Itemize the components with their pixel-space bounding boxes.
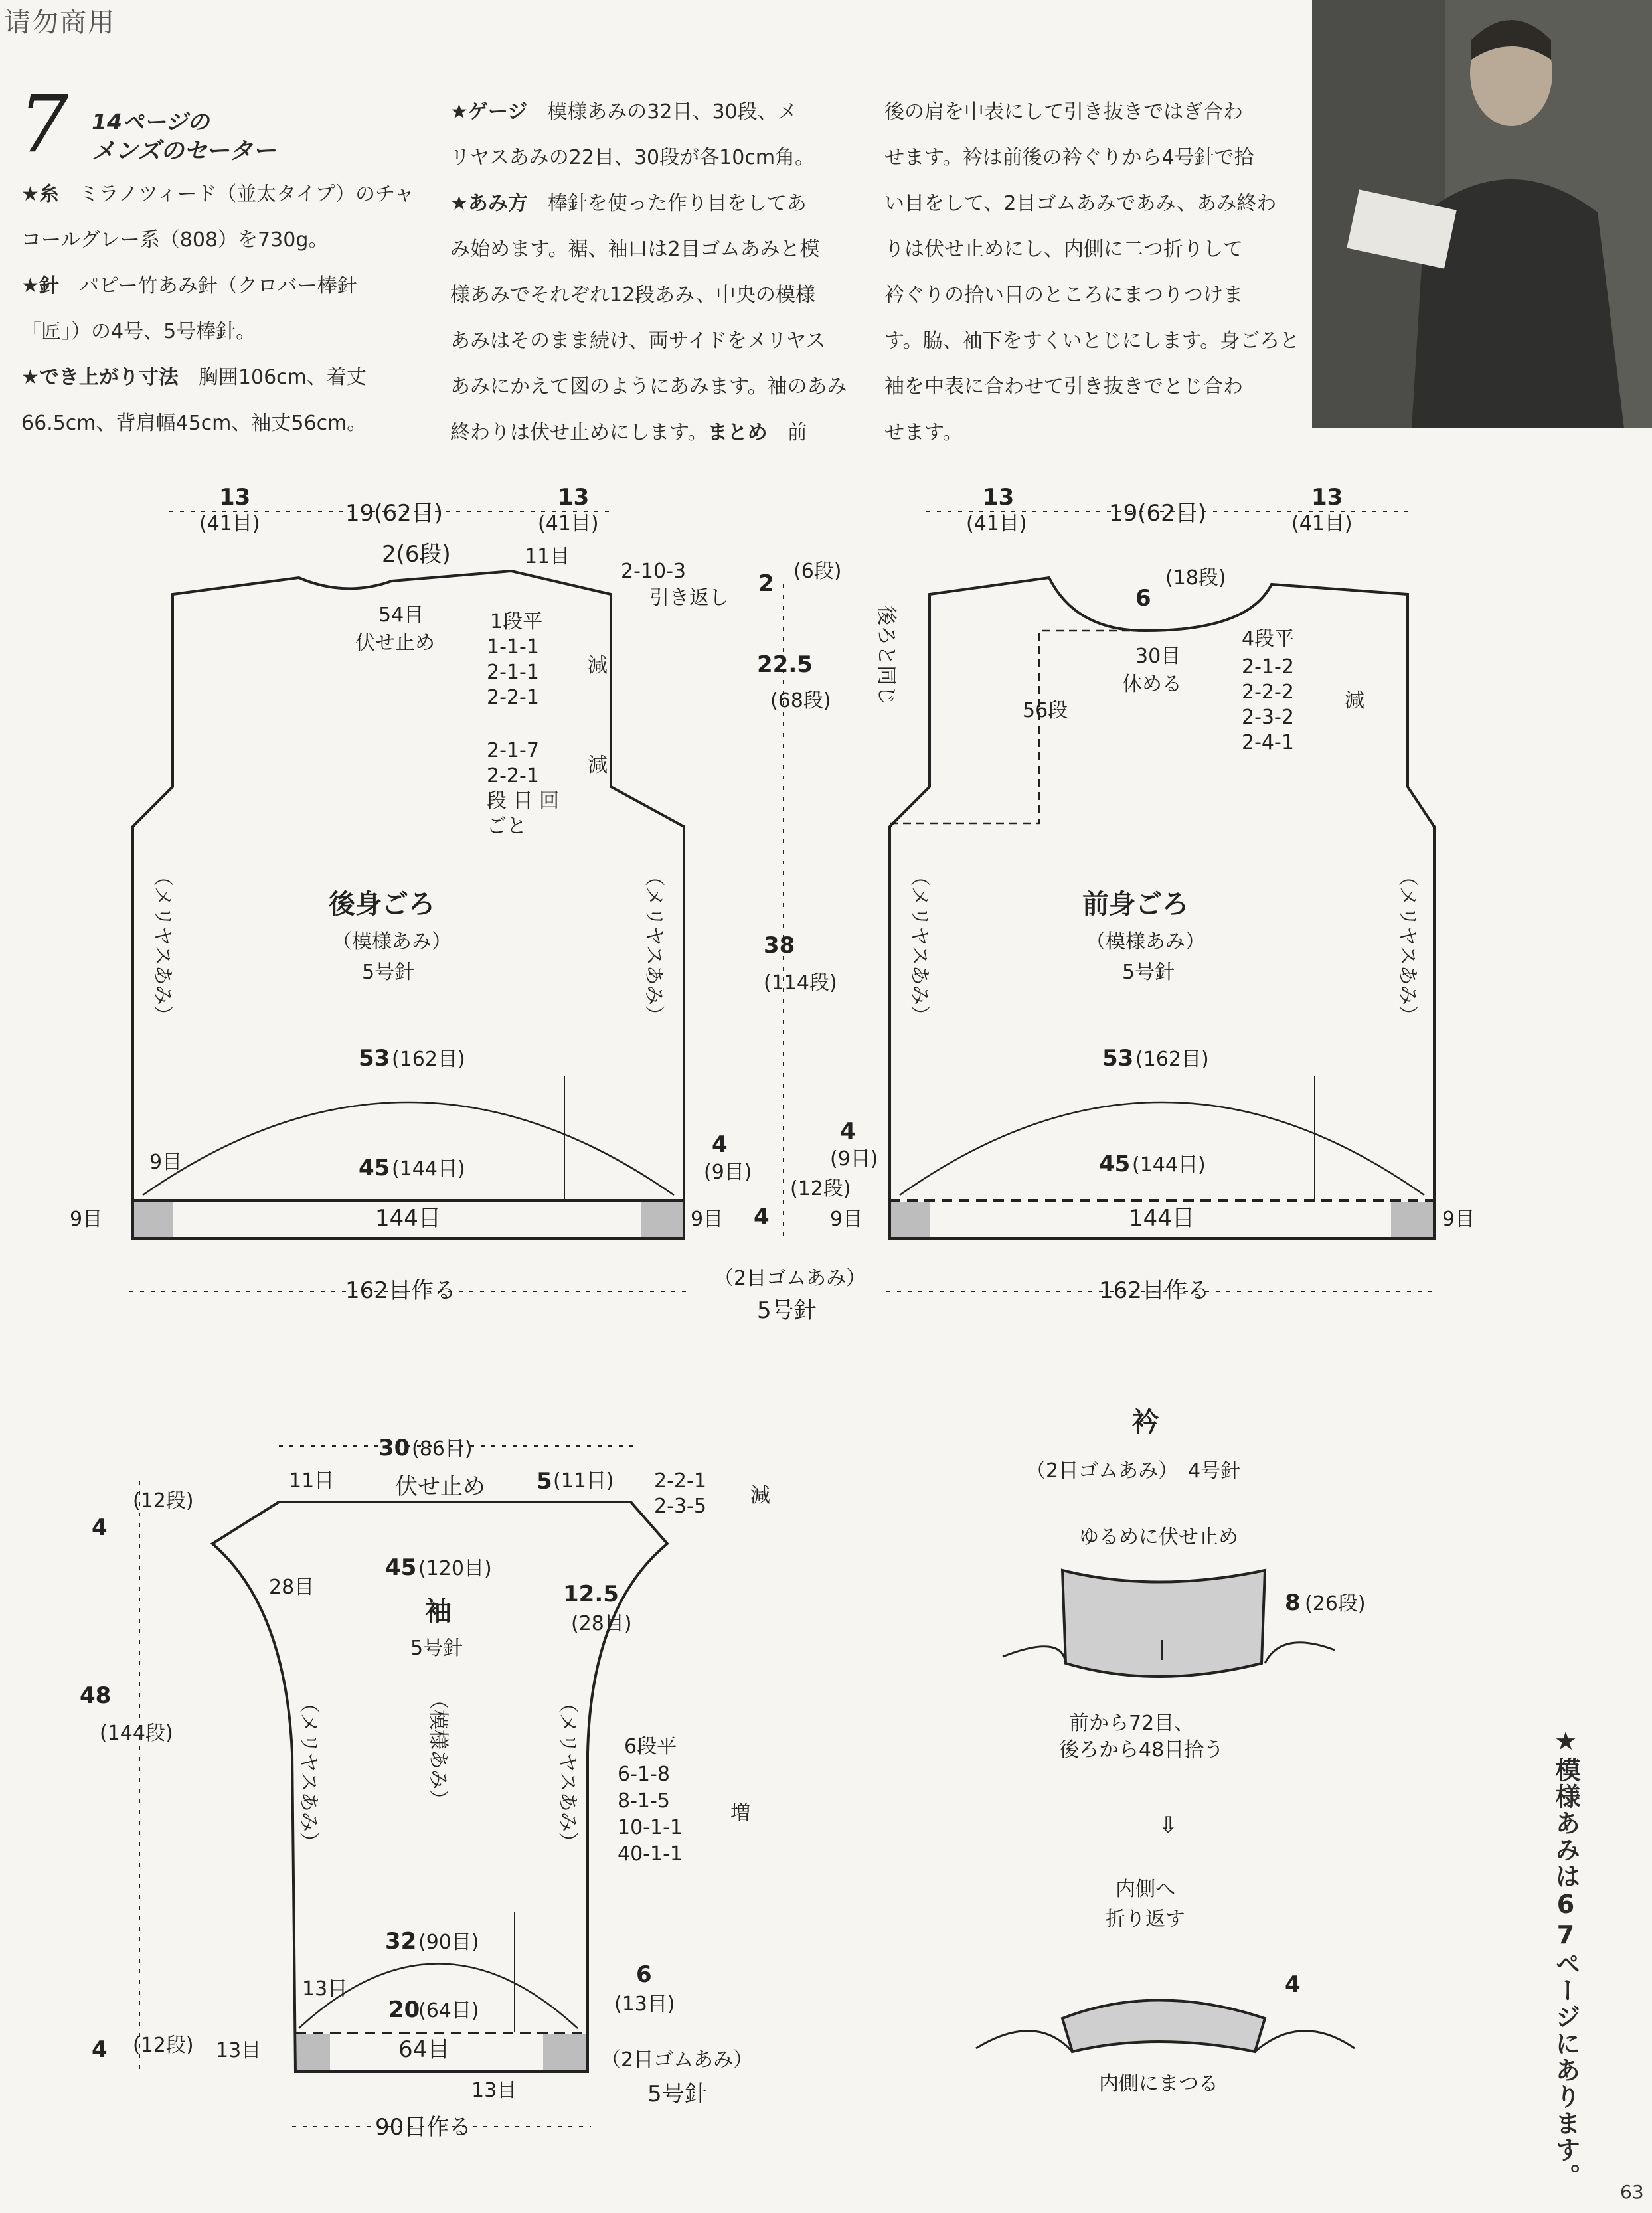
sleeve-r6-st: (13目) — [614, 1993, 675, 2016]
front-pattern: （模様あみ） — [1086, 930, 1205, 953]
front-same-as-back: 後ろと同じ — [874, 606, 898, 705]
sleeve-rib-needle: 5号針 — [647, 2081, 707, 2107]
text-line: せます。衿は前後の衿ぐりから4号針で拾 — [884, 146, 1254, 169]
sleeve-h3: 4 — [92, 2036, 108, 2063]
back-bind-count: 54目 — [378, 604, 424, 627]
back-right-w-st: (9目) — [704, 1161, 752, 1184]
sleeve-l13: 13目 — [302, 1977, 348, 2001]
back-dec1-0: 1段平 — [490, 610, 543, 633]
text-line: あみはそのまま続け、両サイドをメリヤス — [450, 329, 826, 353]
text-line: 衿ぐりの拾い目のところにまつりつけま — [884, 284, 1243, 307]
back-w1: 53 — [359, 1045, 390, 1072]
sleeve-inc-2: 8-1-5 — [618, 1789, 670, 1813]
back-w2: 45 — [359, 1155, 390, 1181]
front-hold: 30目 — [1135, 645, 1181, 668]
front-dec-0: 4段平 — [1242, 627, 1295, 651]
front-dec-3: 2-3-2 — [1242, 706, 1294, 729]
sleeve-top-right: 5 — [537, 1468, 552, 1495]
front-top-left: 13 — [983, 484, 1015, 511]
back-dec1-label: 減 — [588, 654, 608, 677]
back-rib-needle: 5号針 — [757, 1297, 817, 1324]
text-line: す。脇、袖下をすくいとじにします。身ごろと — [884, 329, 1300, 353]
front-w2: 45 — [1099, 1151, 1131, 1177]
back-top-right: 13 — [558, 484, 590, 511]
back-pattern: （模様あみ） — [332, 930, 452, 953]
sleeve-inc-3: 10-1-1 — [618, 1816, 683, 1839]
collar-sub: （2目ゴムあみ） 4号針 — [1026, 1459, 1241, 1483]
sleeve-rib: （2目ゴムあみ） — [601, 2048, 754, 2072]
back-top-left-st: (41目) — [199, 512, 260, 535]
text-line: ★でき上がり寸法 胸囲106cm、着丈 — [21, 366, 367, 389]
back-dec1-3: 2-2-1 — [487, 686, 539, 709]
back-dec2-label: 減 — [588, 754, 608, 777]
sleeve-w-mid: 45 — [385, 1554, 417, 1581]
sleeve-bottom-13: 13目 — [471, 2079, 517, 2102]
text-line: 様あみでそれぞれ12段あみ、中央の模様 — [450, 284, 815, 307]
back-w1-st: (162目) — [392, 1048, 465, 1071]
back-w2-st: (144目) — [392, 1157, 465, 1181]
sleeve-w32-st: (90目) — [418, 1931, 479, 1954]
sleeve-w20-st: (64目) — [418, 1999, 479, 2022]
sleeve-top-left: 11目 — [289, 1469, 335, 1493]
sleeve-r: 12.5 — [563, 1581, 619, 1607]
collar-fold-h: 4 — [1285, 1971, 1301, 1998]
front-neck-rows: (18段) — [1165, 566, 1226, 590]
text-line: ★糸 ミラノツィード（並太タイプ）のチャ — [21, 183, 415, 206]
text-line: コールグレー系（808）を730g。 — [21, 228, 329, 252]
front-dec-label: 減 — [1345, 689, 1364, 712]
front-neck-height: 56段 — [1023, 699, 1068, 722]
text-line: い目をして、2目ゴムあみであみ、あみ終わ — [884, 192, 1277, 215]
sleeve-r6: 6 — [636, 1961, 652, 1988]
sleeve-side-right: （メリヤスあみ） — [556, 1693, 579, 1852]
back-dec2-3: ごと — [487, 815, 527, 838]
sleeve-top-right-st: (11目) — [553, 1469, 614, 1493]
watermark-stamp: 请勿商用 — [4, 7, 116, 38]
back-side-right: （メリヤスあみ） — [642, 866, 665, 1025]
collar-diagram-top — [1062, 1570, 1265, 1677]
front-side-left: （メリヤスあみ） — [908, 866, 931, 1025]
sleeve-h2-rows: (144段) — [100, 1722, 173, 1745]
collar-loose: ゆるめに伏せ止め — [1079, 1526, 1238, 1549]
front-name: 前身ごろ — [1082, 889, 1189, 920]
back-h4: 4 — [754, 1204, 770, 1230]
back-top-left: 13 — [219, 484, 251, 511]
sleeve-h1: 4 — [92, 1515, 108, 1541]
front-top-mid: 19(62目) — [1109, 500, 1207, 527]
back-cast-on: 162目作る — [345, 1277, 456, 1304]
back-dec2-2: 段 目 回 — [487, 789, 560, 813]
back-dec2-0: 2-1-7 — [487, 739, 539, 762]
sleeve-w64: 64目 — [398, 2036, 450, 2063]
text-line: ★あみ方 棒針を使った作り目をしてあ — [450, 192, 807, 215]
collar-sew: 内側にまつる — [1099, 2072, 1218, 2095]
pattern-title: メンズのセーター — [92, 138, 276, 165]
front-left-w: 4 — [840, 1118, 856, 1145]
front-w1: 53 — [1102, 1045, 1134, 1072]
front-w2-st: (144目) — [1132, 1153, 1206, 1177]
sleeve-top-st: (86目) — [412, 1437, 473, 1461]
sleeve-inc-label: 増 — [730, 1801, 750, 1825]
sleeve-dec-label: 減 — [750, 1484, 770, 1507]
back-dec2-1: 2-2-1 — [487, 764, 539, 787]
sleeve-l13b: 13目 — [216, 2039, 262, 2062]
front-dec-4: 2-4-1 — [1242, 731, 1294, 754]
front-w3: 144目 — [1129, 1205, 1195, 1232]
text-line: りは伏せ止めにし、内側に二つ折りして — [884, 238, 1243, 261]
front-dec-2: 2-2-2 — [1242, 681, 1294, 704]
front-hold-label: 休める — [1122, 673, 1182, 696]
back-top-mid: 19(62目) — [345, 500, 444, 527]
back-right-w: 4 — [712, 1131, 728, 1158]
back-right-edge: 9目 — [691, 1208, 724, 1231]
back-w3: 144目 — [375, 1205, 441, 1232]
sleeve-w32: 32 — [385, 1928, 417, 1955]
front-neck-depth: 6 — [1135, 585, 1151, 612]
front-top-right-st: (41目) — [1291, 512, 1353, 535]
text-line: ★ゲージ 模様あみの32目、30段、メ — [450, 100, 797, 123]
page-reference: 14ページの — [92, 109, 210, 135]
back-rib: （2目ゴムあみ） — [714, 1267, 867, 1290]
back-h1: 2 — [758, 570, 774, 597]
text-line: 「匠」）の4号、5号棒針。 — [21, 320, 256, 343]
sleeve-top: 30 — [378, 1435, 410, 1461]
sleeve-w20: 20 — [388, 1997, 420, 2023]
collar-diagram-folded — [1062, 2001, 1265, 2052]
text-line: せます。 — [884, 421, 963, 444]
sleeve-dec-1: 2-3-5 — [654, 1495, 706, 1518]
back-neck-dec: 2(6段) — [382, 541, 451, 568]
collar-fold-1: 内側へ — [1115, 1878, 1175, 1901]
front-right-edge: 9目 — [1442, 1208, 1475, 1231]
sleeve-inc-4: 40-1-1 — [618, 1843, 683, 1866]
collar-title: 衿 — [1132, 1407, 1159, 1437]
sleeve-w-mid-st: (120目) — [418, 1557, 492, 1580]
back-edge-st-b: 9目 — [70, 1208, 103, 1231]
text-line: リヤスあみの22目、30段が各10cm角。 — [450, 146, 815, 169]
back-bind-label: 伏せ止め — [355, 631, 435, 655]
text-line: み始めます。裾、袖口は2目ゴムあみと模 — [450, 238, 820, 261]
front-side-right: （メリヤスあみ） — [1396, 866, 1419, 1025]
collar-pickup-1: 前から72目、 — [1069, 1712, 1195, 1735]
back-h4-rows: (12段) — [790, 1177, 851, 1200]
back-shoulder-st: 11目 — [525, 545, 570, 568]
front-dec-1: 2-1-2 — [1242, 655, 1294, 679]
pattern-reference-note: ★模様あみは67ページにあります。 — [1551, 1726, 1580, 2190]
back-h2-rows: (68段) — [770, 689, 831, 712]
front-needle: 5号針 — [1122, 961, 1175, 984]
front-left-w-st: (9目) — [830, 1147, 878, 1171]
text-line: 終わりは伏せ止めにします。まとめ 前 — [450, 421, 807, 444]
front-top-left-st: (41目) — [966, 512, 1027, 535]
back-h3: 38 — [764, 932, 795, 959]
text-line: ★針 パピー竹あみ針（クロバー棒針 — [21, 274, 357, 297]
sleeve-needle: 5号針 — [410, 1637, 463, 1660]
back-dec1-1: 1-1-1 — [487, 635, 539, 659]
back-dec1-2: 2-1-1 — [487, 661, 539, 684]
back-top-right-st: (41目) — [538, 512, 599, 535]
page-number: 63 — [1620, 2181, 1644, 2203]
text-line: あみにかえて図のようにあみます。袖のあみ — [450, 375, 847, 398]
back-name: 後身ごろ — [329, 889, 435, 920]
back-edge-st-a: 9目 — [149, 1151, 183, 1174]
sleeve-inc-1: 6-1-8 — [618, 1763, 670, 1786]
sleeve-h3-rows: (12段) — [133, 2034, 194, 2057]
back-side-left: （メリヤスあみ） — [151, 866, 174, 1025]
collar-height-rows: (26段) — [1305, 1592, 1366, 1615]
sleeve-bind: 伏せ止め — [395, 1473, 485, 1500]
back-needle: 5号針 — [362, 961, 415, 984]
sleeve-pattern: （模様あみ） — [426, 1690, 450, 1809]
text-line: 袖を中表に合わせて引き抜きでとじ合わ — [884, 375, 1243, 398]
front-top-right: 13 — [1311, 484, 1343, 511]
sleeve-h2: 48 — [80, 1682, 112, 1709]
front-left-edge: 9目 — [830, 1208, 863, 1231]
back-short-rows: 引き返し — [649, 586, 729, 610]
text-line: 後の肩を中表にして引き抜きではぎ合わ — [884, 100, 1243, 123]
sleeve-side-left: （メリヤスあみ） — [297, 1693, 320, 1852]
front-cast-on: 162目作る — [1099, 1277, 1210, 1304]
sleeve-dec-0: 2-2-1 — [654, 1469, 706, 1493]
back-h3-rows: (114段) — [764, 971, 837, 995]
collar-height: 8 — [1285, 1590, 1301, 1616]
sleeve-r-st: (28目) — [571, 1612, 632, 1635]
sleeve-h1-rows: (12段) — [133, 1489, 194, 1513]
sleeve-name: 袖 — [425, 1596, 452, 1627]
back-shoulder-rows: 2-10-3 — [621, 560, 686, 583]
front-w1-st: (162目) — [1135, 1048, 1209, 1071]
collar-down-arrow-icon: ⇩ — [1159, 1812, 1178, 1839]
collar-pickup-2: 後ろから48目拾う — [1059, 1738, 1224, 1762]
text-line: 66.5cm、背肩幅45cm、袖丈56cm。 — [21, 412, 367, 435]
sleeve-cast-on: 90目作る — [375, 2114, 472, 2141]
pattern-number: 7 — [19, 78, 69, 170]
collar-fold-2: 折り返す — [1106, 1908, 1185, 1931]
sleeve-l-st: 28目 — [269, 1576, 315, 1599]
sleeve-inc-0: 6段平 — [624, 1735, 677, 1758]
back-h2: 22.5 — [757, 651, 813, 678]
back-h1-rows: (6段) — [793, 560, 842, 583]
